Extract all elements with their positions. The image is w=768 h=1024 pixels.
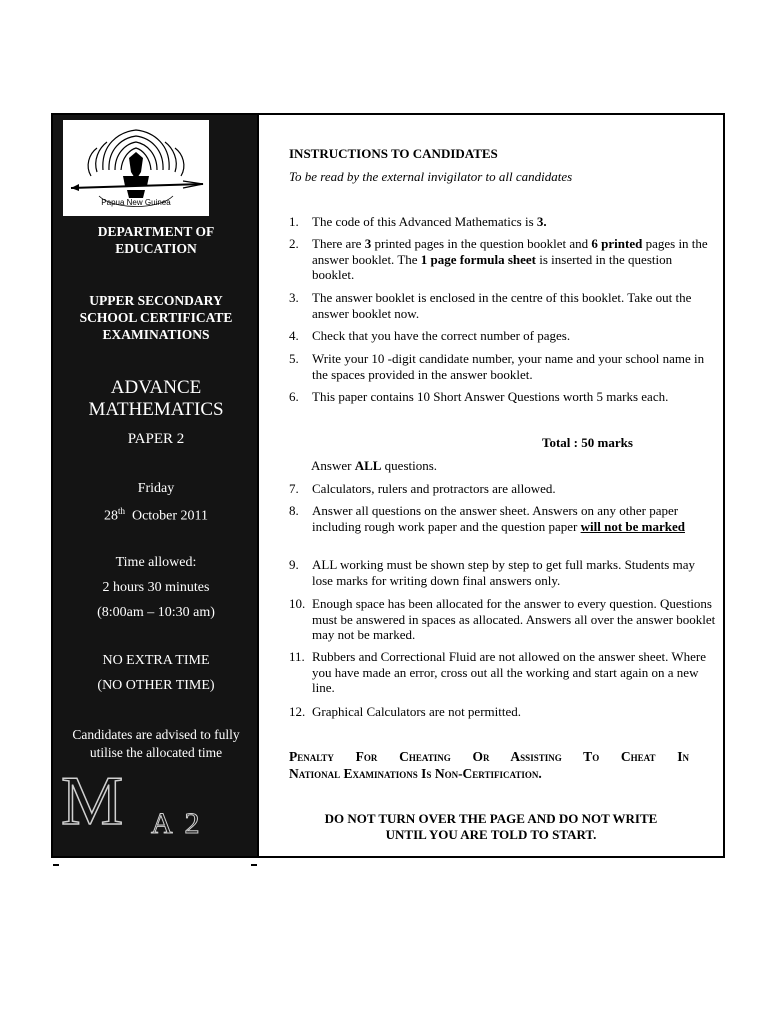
instruction-item: [289, 481, 717, 497]
item-text: ALL working must be shown step by step to get full marks. Students may lose marks for writing down final answers only.: [312, 557, 695, 588]
instruction-item: [289, 649, 717, 696]
time-duration: 2 hours 30 minutes: [102, 580, 210, 595]
png-crest-emblem: [63, 120, 209, 216]
instruction-item: [289, 704, 717, 720]
time-hours: (8:00am – 10:30 am): [97, 605, 215, 620]
penalty-line-2: National Examinations Is Non-Certification.: [289, 766, 542, 781]
exam-title-line-2: SCHOOL CERTIFICATE: [79, 310, 233, 325]
advice-line-1: Candidates are advised to fully: [72, 727, 240, 742]
department-line-2: EDUCATION: [115, 241, 197, 256]
date-month-year: October 2011: [131, 508, 209, 524]
instruction-item: [289, 328, 717, 344]
time-allowed-label: Time allowed:: [115, 555, 197, 570]
subject-line-1: ADVANCE: [110, 377, 202, 398]
item-text: The answer booklet is enclosed in the centre of this booklet. Take out the answer booklet now.: [312, 290, 692, 321]
instruction-item: [289, 389, 717, 405]
corner-mark-left: [53, 864, 59, 866]
subject-title: [53, 377, 259, 421]
final-line-1: DO NOT TURN OVER THE PAGE AND DO NOT WRITE: [324, 811, 658, 826]
exam-title-line-1: UPPER SECONDARY: [89, 293, 223, 308]
item-text: Enough space has been allocated for the answer to every question. Questions must be answered in spaces as allocated. Answers all over the answer booklet may not be marked.: [312, 596, 716, 642]
item-number: 10.: [289, 596, 306, 611]
crest-caption: Papua New Guinea: [101, 198, 171, 207]
instruction-item: [289, 557, 717, 588]
department-line-1: DEPARTMENT OF: [97, 224, 215, 239]
item-text: Rubbers and Correctional Fluid are not allowed on the answer sheet. Where you have made an error, cross out all the working and start again on a new line.: [312, 649, 706, 695]
no-extra-time: NO EXTRA TIME: [102, 653, 210, 668]
no-other-time: (NO OTHER TIME): [97, 678, 215, 693]
paper-number: PAPER 2: [127, 431, 185, 447]
item-text: Check that you have the correct number of pages.: [312, 328, 571, 343]
instruction-item: [289, 236, 717, 283]
item-text: Write your 10 -digit candidate number, your name and your school name in the spaces provided in the answer booklet.: [312, 351, 705, 382]
subject-code-large: M: [61, 763, 120, 840]
corner-mark-right: [251, 864, 257, 866]
item-text: There are 3 printed pages in the question booklet and 6 printed pages in the answer booklet. The 1 page formula sheet is inserted in the question booklet.: [312, 236, 708, 282]
department-heading: [53, 223, 259, 257]
item-text: The code of this Advanced Mathematics is 3.: [312, 214, 547, 229]
item-number: 1.: [289, 214, 299, 229]
instruction-item: [289, 503, 717, 534]
exam-cover-frame: [51, 113, 725, 858]
instructions-panel: [289, 115, 719, 856]
item-number: 12.: [289, 704, 306, 719]
cover-sidebar: [53, 115, 259, 856]
penalty-notice: [289, 748, 689, 782]
instruction-item: [289, 290, 717, 321]
item-number: 2.: [289, 236, 299, 251]
item-text: Calculators, rulers and protractors are allowed.: [312, 481, 556, 496]
candidate-advice: [53, 726, 259, 762]
item-text: Answer all questions on the answer sheet. Answers on any other paper including rough work paper and the question paper will not be marked: [312, 503, 685, 534]
answer-all-note: Answer ALL questions.: [311, 458, 438, 473]
do-not-turn-notice: [289, 811, 693, 843]
item-number: 8.: [289, 503, 299, 518]
final-line-2: UNTIL YOU ARE TOLD TO START.: [385, 827, 597, 842]
exam-title-line-3: EXAMINATIONS: [102, 327, 210, 342]
instruction-item: [289, 351, 717, 382]
subject-code-small: A 2: [151, 807, 203, 840]
item-number: 4.: [289, 328, 299, 343]
exam-date: [53, 506, 259, 525]
instruction-item: [289, 596, 717, 643]
item-number: 7.: [289, 481, 299, 496]
date-day: 28: [103, 508, 118, 524]
exam-day: Friday: [137, 481, 175, 496]
subject-line-2: MATHEMATICS: [88, 399, 224, 420]
item-number: 11.: [289, 649, 305, 664]
item-number: 5.: [289, 351, 299, 366]
penalty-line-1: Penalty For Cheating Or Assisting To Cheat In: [289, 749, 689, 764]
item-text: Graphical Calculators are not permitted.: [312, 704, 522, 719]
advice-line-2: utilise the allocated time: [89, 745, 223, 760]
instructions-subtitle: To be read by the external invigilator to all candidates: [289, 169, 573, 184]
instruction-item: [289, 214, 717, 230]
item-number: 9.: [289, 557, 299, 572]
date-suffix: th: [117, 506, 125, 516]
item-number: 6.: [289, 389, 299, 404]
instructions-title: INSTRUCTIONS TO CANDIDATES: [289, 146, 498, 161]
exam-title: [53, 292, 259, 343]
total-marks: Total : 50 marks: [542, 435, 633, 450]
item-number: 3.: [289, 290, 299, 305]
item-text: This paper contains 10 Short Answer Questions worth 5 marks each.: [312, 389, 669, 404]
